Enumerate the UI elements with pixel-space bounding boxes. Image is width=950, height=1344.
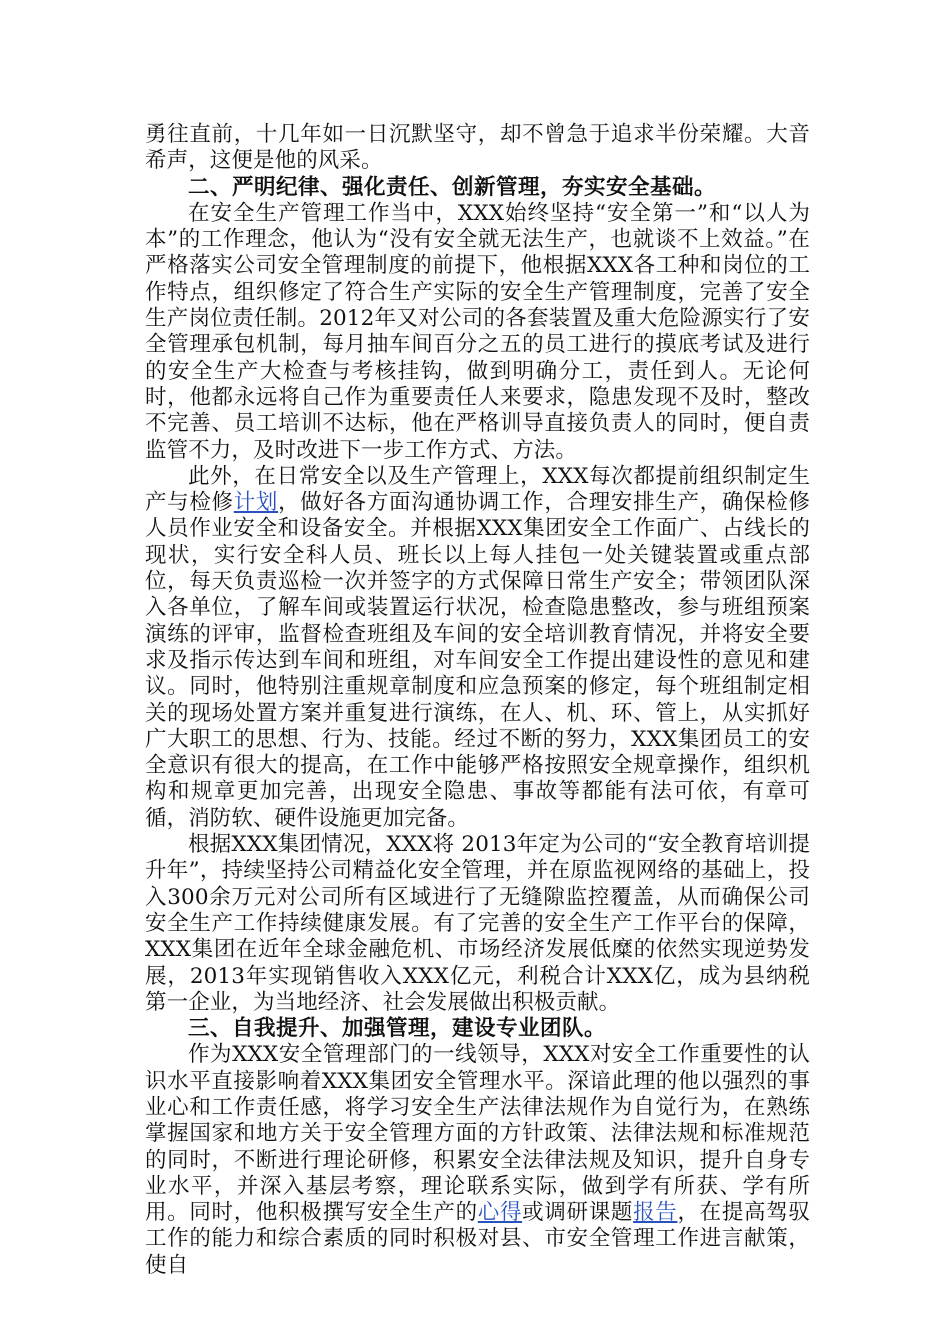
paragraph-text: 作为XXX安全管理部门的一线领导，XXX对安全工作重要性的认识水平直接影响着XXX集团安全管理水平。深谙此理的他以强烈的事业心和工作责任感，将学习安全生产法律法规作为自觉行为，在熟练掌握国家和地方关于安全管理方面的方针政策、法律法规和标准规范的同时，不断进行理论研修，积累安全法律法规及知识，提升自身专业水平，并深入基层考察，理论联系实际，做到学有所获、学有所用。同时，他积极撰写安全生产的 — [145, 1042, 810, 1226]
paragraph-self-improvement — [145, 1042, 810, 1279]
document-page — [145, 122, 810, 1279]
plan-link[interactable]: 计划 — [233, 490, 279, 516]
report-link[interactable]: 报告 — [633, 1200, 678, 1226]
paragraph-training-year: 根据XXX集团情况，XXX将 2013年定为公司的“安全教育培训提升年”，持续坚持公司精益化安全管理，并在原监视网络的基础上，投入300余万元对公司所有区域进行了无缝隙监控覆盖，从而确保公司安全生产工作持续健康发展。有了完善的安全生产工作平台的保障，XXX集团在近年全球金融危机、市场经济发展低糜的依然实现逆势发展，2013年实现销售收入XXX亿元，利税合计XXX亿，成为县纳税第一企业，为当地经济、社会发展做出积极贡献。 — [145, 832, 810, 1015]
paragraph-daily-management — [145, 464, 810, 832]
paragraph-text: 此外，在日常安全以及生产管理上，XXX每次都提前组织制定生产与检修 — [145, 463, 810, 516]
paragraph-text: ，做好各方面沟通协调工作，合理安排生产，确保检修人员作业安全和设备安全。并根据XXX集团安全工作面广、占线长的现状，实行安全科人员、班长以上每人挂包一处关键装置或重点部位，每天负责巡检一次并签字的方式保障日常生产安全；带领团队深入各单位，了解车间或装置运行状况，检查隐患整改，参与班组预案演练的评审，监督检查班组及车间的安全培训教育情况，并将安全要求及指示传达到车间和班组，对车间安全工作提出建设性的意见和建议。同时，他特别注重规章制度和应急预案的修定，每个班组制定相关的现场处置方案并重复进行演练，在人、机、环、管上，从实抓好广大职工的思想、行为、技能。经过不断的努力，XXX集团员工的安全意识有很大的提高，在工作中能够严格按照安全规章操作，组织机构和规章更加完善，出现安全隐患、事故等都能有法可依，有章可循，消防软、硬件设施更加完备。 — [145, 490, 810, 831]
paragraph-safety-management: 在安全生产管理工作当中，XXX始终坚持“安全第一”和“以人为本”的工作理念，他认为“没有安全就无法生产，也就谈不上效益。”在严格落实公司安全管理制度的前提下，他根据XXX各工种和岗位的工作特点，组织修定了符合生产实际的安全生产管理制度，完善了安全生产岗位责任制。2012年又对公司的各套装置及重大危险源实行了安全管理承包机制，每月抽车间百分之五的员工进行的摸底考试及进行的安全生产大检查与考核挂钩，做到明确分工，责任到人。无论何时，他都永远将自己作为重要责任人来要求，隐患发现不及时，整改不完善、员工培训不达标，他在严格训导直接负责人的同时，便自责监管不力，及时改进下一步工作方式、方法。 — [145, 200, 810, 463]
experience-link[interactable]: 心得 — [477, 1200, 523, 1226]
paragraph-text: 或调研课题 — [522, 1200, 634, 1226]
paragraph-text: ，在提高驾驭工作的能力和综合素质的同时积极对县、市安全管理工作进言献策，使自 — [145, 1200, 810, 1278]
section-heading-2: 二、严明纪律、强化责任、创新管理，夯实安全基础。 — [188, 174, 717, 200]
section-heading-3: 三、自我提升、加强管理，建设专业团队。 — [188, 1016, 607, 1042]
paragraph-continuation: 勇往直前，十几年如一日沉默坚守，却不曾急于追求半份荣耀。大音希声，这便是他的风采。 — [145, 122, 810, 174]
